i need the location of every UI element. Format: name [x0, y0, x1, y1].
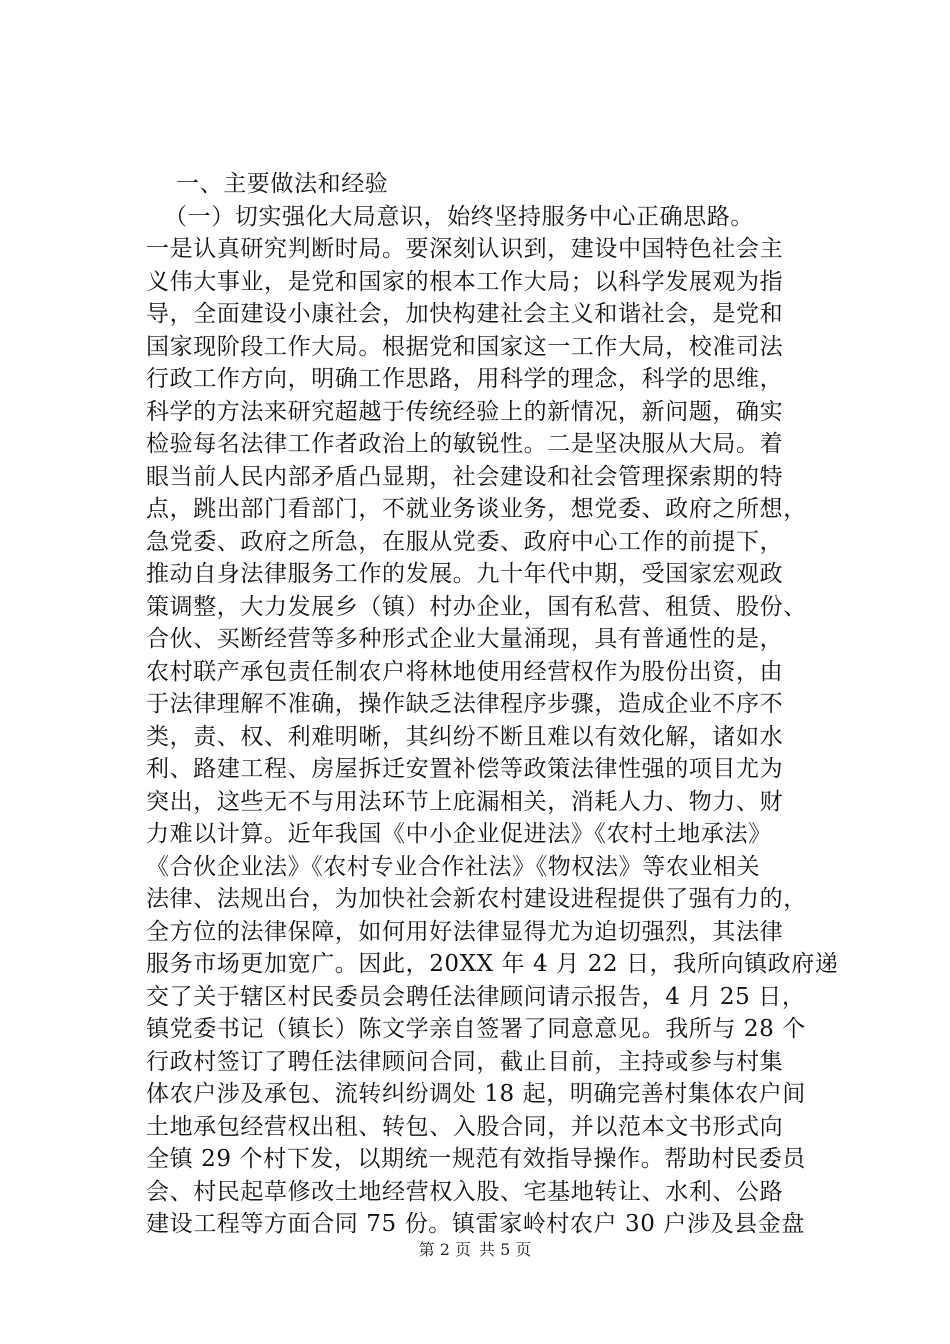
text-line: 会、村民起草修改土地经营权入股、宅基地转让、水利、公路 — [146, 1178, 784, 1205]
text-line: 推动自身法律服务工作的发展。九十年代中期，受国家宏观政 — [146, 561, 784, 587]
text-line: 《合伙企业法》《农村专业合作社法》《物权法》等农业相关 — [146, 853, 761, 880]
page-total: 共 5 页 — [479, 1240, 532, 1259]
text-line: 建设工程等方面合同 75 份。镇雷家岭村农户 30 户涉及县金盘 — [146, 1211, 805, 1237]
text-line: 行政村签订了聘任法律顾问合同，截止目前，主持或参与村集 — [146, 1048, 784, 1075]
text-line: 行政工作方向，明确工作思路，用科学的理念，科学的思维， — [146, 366, 784, 392]
document-body — [146, 168, 846, 1241]
text-line: 土地承包经营权出租、转包、入股合同，并以范本文书形式向 — [146, 1113, 784, 1140]
text-line: 突出，这些无不与用法环节上庇漏相关，消耗人力、物力、财 — [146, 788, 784, 815]
text-line: 点，跳出部门看部门，不就业务谈业务，想党委、政府之所想， — [146, 496, 807, 522]
text-line: 义伟大事业，是党和国家的根本工作大局；以科学发展观为指 — [146, 268, 784, 295]
text-line: 镇党委书记（镇长）陈文学亲自签署了同意意见。我所与 28 个 — [146, 1016, 806, 1042]
subsection-heading: （一）切实强化大局意识，始终坚持服务中心正确思路。 — [164, 203, 754, 230]
text-line: 急党委、政府之所急，在服从党委、政府中心工作的前提下， — [146, 528, 784, 555]
text-line: 全镇 29 个村下发，以期统一规范有效指导操作。帮助村民委员 — [146, 1146, 806, 1172]
text-line: 类，责、权、利难明晰，其纠纷不断且难以有效化解，诸如水 — [146, 723, 784, 750]
text-line: 服务市场更加宽广。因此，20XX 年 4 月 22 日，我所向镇政府递 — [146, 951, 839, 977]
text-line: 眼当前人民内部矛盾凸显期，社会建设和社会管理探索期的特 — [146, 463, 784, 490]
page-number: 第 2 页 — [418, 1240, 471, 1259]
text-line: 农村联产承包责任制农户将林地使用经营权作为股份出资，由 — [146, 658, 784, 685]
text-line: 交了关于辖区村民委员会聘任法律顾问请示报告，4 月 25 日， — [146, 983, 806, 1010]
text-line: 导，全面建设小康社会，加快构建社会主义和谐社会，是党和 — [146, 301, 784, 327]
section-heading: 一、主要做法和经验 — [176, 171, 389, 197]
text-line: 力难以计算。近年我国《中小企业促进法》《农村土地承法》 — [146, 821, 772, 847]
page-footer — [0, 1240, 950, 1260]
text-line: 利、路建工程、房屋拆迁安置补偿等政策法律性强的项目尤为 — [146, 756, 784, 782]
text-line: 法律、法规出台，为加快社会新农村建设进程提供了强有力的， — [146, 886, 807, 912]
text-line: 全方位的法律保障，如何用好法律显得尤为迫切强烈，其法律 — [146, 918, 784, 945]
text-line: 一是认真研究判断时局。要深刻认识到，建设中国特色社会主 — [146, 236, 784, 262]
text-line: 策调整，大力发展乡（镇）村办企业，国有私营、租赁、股份、 — [146, 593, 807, 620]
text-line: 于法律理解不准确，操作缺乏法律程序步骤，造成企业不序不 — [146, 691, 784, 717]
text-line: 国家现阶段工作大局。根据党和国家这一工作大局，校准司法 — [146, 333, 784, 360]
text-line: 科学的方法来研究超越于传统经验上的新情况，新问题，确实 — [146, 398, 784, 425]
text-line: 检验每名法律工作者政治上的敏锐性。二是坚决服从大局。着 — [146, 431, 784, 457]
text-line: 体农户涉及承包、流转纠纷调处 18 起，明确完善村集体农户间 — [146, 1081, 806, 1107]
text-line: 合伙、买断经营等多种形式企业大量涌现，具有普通性的是， — [146, 626, 784, 652]
